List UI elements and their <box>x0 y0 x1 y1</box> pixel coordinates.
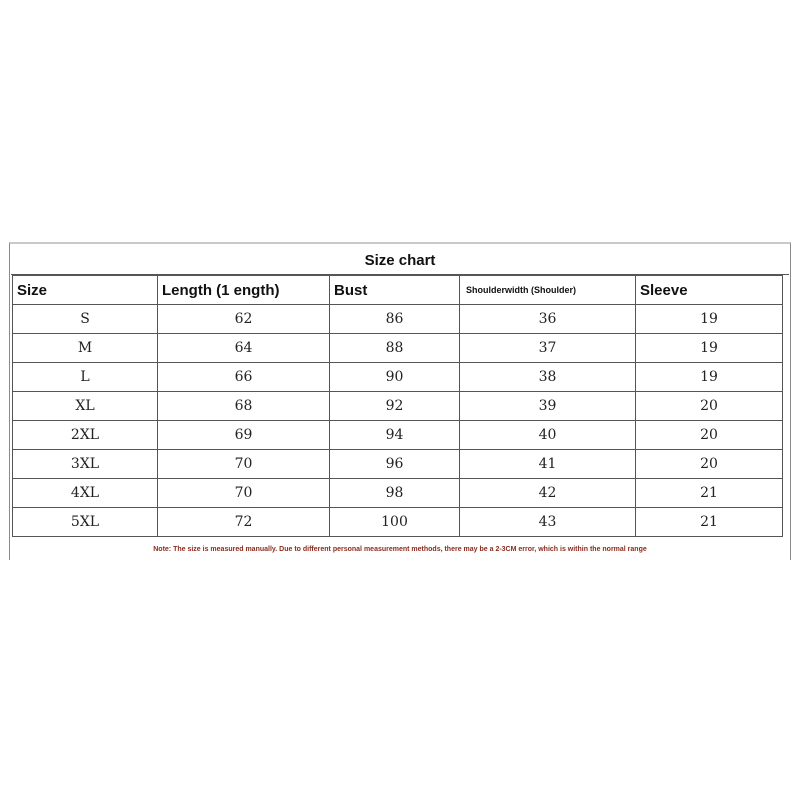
length-cell: 72 <box>158 508 330 537</box>
column-header-shoulder-width: Shoulderwidth (Shoulder) <box>460 276 636 305</box>
sleeve-cell: 19 <box>636 334 783 363</box>
column-header-bust: Bust <box>330 276 460 305</box>
shoulder-cell: 38 <box>460 363 636 392</box>
bust-cell: 88 <box>330 334 460 363</box>
size-table <box>12 275 783 537</box>
length-cell: 70 <box>158 479 330 508</box>
bust-cell: 86 <box>330 305 460 334</box>
length-cell: 62 <box>158 305 330 334</box>
shoulder-cell: 37 <box>460 334 636 363</box>
table-row <box>13 450 783 479</box>
size-cell: 5XL <box>13 508 158 537</box>
measurement-note: Note: The size is measured manually. Due to different personal measurement methods, there may be a 2-3CM error, which is within the normal range <box>153 546 647 553</box>
sleeve-cell: 19 <box>636 363 783 392</box>
column-header-length: Length (1 ength) <box>158 276 330 305</box>
shoulder-cell: 41 <box>460 450 636 479</box>
size-cell: M <box>13 334 158 363</box>
size-cell: 3XL <box>13 450 158 479</box>
length-cell: 64 <box>158 334 330 363</box>
shoulder-cell: 39 <box>460 392 636 421</box>
table-row <box>13 508 783 537</box>
bust-cell: 96 <box>330 450 460 479</box>
length-cell: 69 <box>158 421 330 450</box>
length-cell: 68 <box>158 392 330 421</box>
sleeve-cell: 20 <box>636 421 783 450</box>
table-row <box>13 305 783 334</box>
bust-cell: 90 <box>330 363 460 392</box>
sleeve-cell: 21 <box>636 479 783 508</box>
table-row <box>13 479 783 508</box>
length-cell: 66 <box>158 363 330 392</box>
size-chart <box>9 242 791 560</box>
table-row <box>13 392 783 421</box>
size-cell: XL <box>13 392 158 421</box>
column-header-size: Size <box>13 276 158 305</box>
bust-cell: 94 <box>330 421 460 450</box>
bust-cell: 98 <box>330 479 460 508</box>
bust-cell: 100 <box>330 508 460 537</box>
sleeve-cell: 20 <box>636 450 783 479</box>
sleeve-cell: 19 <box>636 305 783 334</box>
shoulder-cell: 40 <box>460 421 636 450</box>
sleeve-cell: 20 <box>636 392 783 421</box>
shoulder-cell: 42 <box>460 479 636 508</box>
column-header-sleeve: Sleeve <box>636 276 783 305</box>
table-row <box>13 421 783 450</box>
header-row <box>13 276 783 305</box>
sleeve-cell: 21 <box>636 508 783 537</box>
bust-cell: 92 <box>330 392 460 421</box>
shoulder-cell: 36 <box>460 305 636 334</box>
size-cell: 2XL <box>13 421 158 450</box>
size-cell: L <box>13 363 158 392</box>
size-cell: 4XL <box>13 479 158 508</box>
size-cell: S <box>13 305 158 334</box>
chart-title: Size chart <box>11 244 789 275</box>
shoulder-cell: 43 <box>460 508 636 537</box>
table-row <box>13 334 783 363</box>
table-row <box>13 363 783 392</box>
length-cell: 70 <box>158 450 330 479</box>
